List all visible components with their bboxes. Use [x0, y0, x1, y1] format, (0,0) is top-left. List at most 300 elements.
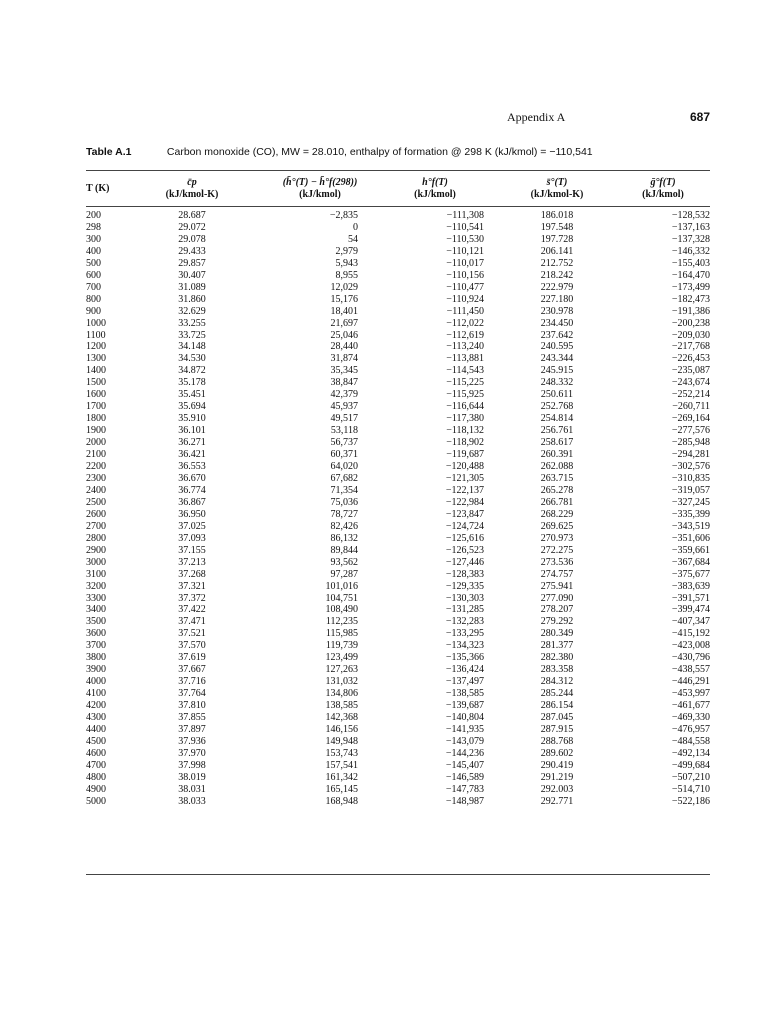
- cell-gibbs: −446,291: [671, 676, 710, 688]
- cell-temperature: 600: [86, 269, 101, 281]
- table-row: [86, 318, 710, 330]
- cell-enthalpy-formation: −145,407: [445, 759, 484, 771]
- cell-sensible-enthalpy: 56,737: [330, 437, 358, 449]
- cell-entropy: 287.045: [540, 712, 574, 724]
- cell-gibbs: −351,606: [671, 532, 710, 544]
- cell-enthalpy-formation: −110,477: [446, 281, 484, 293]
- cell-entropy: 287.915: [540, 723, 574, 735]
- cell-entropy: 197.548: [540, 221, 574, 233]
- cell-enthalpy-formation: −120,488: [445, 461, 484, 473]
- cell-enthalpy-formation: −115,225: [446, 377, 484, 389]
- table-row: [86, 270, 710, 282]
- cell-cp: 34.148: [178, 341, 206, 353]
- cell-enthalpy-formation: −137,497: [445, 676, 484, 688]
- cell-entropy: 290.419: [540, 759, 574, 771]
- table-row: [86, 569, 710, 581]
- cell-sensible-enthalpy: 168,948: [325, 795, 358, 807]
- table-row: [86, 784, 710, 796]
- cell-gibbs: −430,796: [671, 652, 710, 664]
- cell-cp: 36.101: [178, 425, 206, 437]
- cell-sensible-enthalpy: 108,490: [325, 604, 358, 616]
- cell-entropy: 218.242: [540, 269, 574, 281]
- cell-enthalpy-formation: −111,308: [446, 210, 484, 221]
- cell-cp: 38.033: [178, 795, 206, 807]
- table-row: [86, 389, 710, 401]
- cell-gibbs: −327,245: [671, 496, 710, 508]
- cell-entropy: 270.973: [540, 532, 574, 544]
- cell-entropy: 278.207: [540, 604, 574, 616]
- cell-entropy: 262.088: [540, 461, 574, 473]
- table-row: [86, 545, 710, 557]
- cell-sensible-enthalpy: 53,118: [330, 425, 358, 437]
- cell-entropy: 282.380: [540, 652, 574, 664]
- table-header-row: [86, 172, 710, 206]
- cell-cp: 37.155: [178, 544, 206, 556]
- table-caption: [86, 146, 726, 158]
- cell-enthalpy-formation: −121,305: [445, 472, 484, 484]
- cell-temperature: 900: [86, 305, 101, 317]
- cell-gibbs: −277,576: [671, 425, 710, 437]
- cell-temperature: 3300: [86, 592, 106, 604]
- cell-gibbs: −302,576: [671, 461, 710, 473]
- cell-sensible-enthalpy: 89,844: [330, 544, 358, 556]
- table-row: [86, 628, 710, 640]
- cell-gibbs: −469,330: [671, 712, 710, 724]
- cell-gibbs: −243,674: [671, 377, 710, 389]
- cell-temperature: 2800: [86, 532, 106, 544]
- cell-temperature: 4200: [86, 700, 106, 712]
- cell-gibbs: −209,030: [671, 329, 710, 341]
- cell-entropy: 275.941: [540, 580, 574, 592]
- table-row: [86, 353, 710, 365]
- cell-enthalpy-formation: −114,543: [446, 365, 484, 377]
- cell-entropy: 274.757: [540, 568, 574, 580]
- cell-entropy: 230.978: [540, 305, 574, 317]
- table-row: [86, 748, 710, 760]
- cell-cp: 37.268: [178, 568, 206, 580]
- cell-entropy: 292.771: [540, 795, 574, 807]
- table-row: [86, 449, 710, 461]
- cell-cp: 37.970: [178, 747, 206, 759]
- cell-sensible-enthalpy: 115,985: [325, 628, 358, 640]
- cell-sensible-enthalpy: 127,263: [325, 664, 358, 676]
- cell-cp: 37.667: [178, 664, 206, 676]
- cell-enthalpy-formation: −139,687: [445, 700, 484, 712]
- table-row: [86, 664, 710, 676]
- cell-gibbs: −375,677: [671, 568, 710, 580]
- cell-enthalpy-formation: −110,541: [446, 221, 484, 233]
- table-row: [86, 437, 710, 449]
- cell-enthalpy-formation: −118,902: [446, 437, 484, 449]
- cell-gibbs: −200,238: [671, 317, 710, 329]
- cell-cp: 37.897: [178, 723, 206, 735]
- cell-enthalpy-formation: −132,283: [445, 616, 484, 628]
- cell-enthalpy-formation: −135,366: [445, 652, 484, 664]
- table-row: [86, 306, 710, 318]
- cell-entropy: 243.344: [540, 353, 574, 365]
- cell-sensible-enthalpy: 31,874: [330, 353, 358, 365]
- cell-sensible-enthalpy: 2,979: [335, 245, 358, 257]
- cell-entropy: 273.536: [540, 556, 574, 568]
- col-header-gibbs: ḡ°f(T) (kJ/kmol): [642, 177, 684, 200]
- cell-gibbs: −335,399: [671, 508, 710, 520]
- cell-sensible-enthalpy: 49,517: [330, 413, 358, 425]
- cell-enthalpy-formation: −136,424: [445, 664, 484, 676]
- cell-cp: 37.936: [178, 735, 206, 747]
- cell-gibbs: −343,519: [671, 520, 710, 532]
- cell-temperature: 400: [86, 245, 101, 257]
- cell-enthalpy-formation: −138,585: [445, 688, 484, 700]
- cell-enthalpy-formation: −112,619: [446, 329, 484, 341]
- cell-temperature: 3200: [86, 580, 106, 592]
- cell-enthalpy-formation: −147,783: [445, 783, 484, 795]
- cell-enthalpy-formation: −110,121: [446, 245, 484, 257]
- cell-gibbs: −367,684: [671, 556, 710, 568]
- cell-cp: 28.687: [178, 210, 206, 221]
- cell-enthalpy-formation: −133,295: [445, 628, 484, 640]
- cell-cp: 37.521: [178, 628, 206, 640]
- cell-sensible-enthalpy: 97,287: [330, 568, 358, 580]
- cell-cp: 37.855: [178, 712, 206, 724]
- cell-entropy: 288.768: [540, 735, 574, 747]
- table-label: Table A.1: [86, 146, 132, 158]
- cell-enthalpy-formation: −113,881: [446, 353, 484, 365]
- cell-enthalpy-formation: −125,616: [445, 532, 484, 544]
- cell-entropy: 268.229: [540, 508, 574, 520]
- cell-temperature: 3500: [86, 616, 106, 628]
- cell-enthalpy-formation: −146,589: [445, 771, 484, 783]
- cell-sensible-enthalpy: 0: [353, 221, 358, 233]
- cell-sensible-enthalpy: 21,697: [330, 317, 358, 329]
- table-row: [86, 473, 710, 485]
- cell-gibbs: −407,347: [671, 616, 710, 628]
- table-row: [86, 724, 710, 736]
- cell-entropy: 281.377: [540, 640, 574, 652]
- cell-cp: 36.670: [178, 472, 206, 484]
- cell-temperature: 2300: [86, 472, 106, 484]
- cell-gibbs: −415,192: [671, 628, 710, 640]
- cell-temperature: 1700: [86, 401, 106, 413]
- cell-sensible-enthalpy: 165,145: [325, 783, 358, 795]
- cell-temperature: 4300: [86, 712, 106, 724]
- cell-sensible-enthalpy: 5,943: [335, 257, 358, 269]
- cell-entropy: 258.617: [540, 437, 574, 449]
- cell-entropy: 285.244: [540, 688, 574, 700]
- table-row: [86, 712, 710, 724]
- table-row: [86, 688, 710, 700]
- cell-temperature: 2900: [86, 544, 106, 556]
- cell-enthalpy-formation: −116,644: [446, 401, 484, 413]
- cell-gibbs: −484,558: [671, 735, 710, 747]
- cell-gibbs: −476,957: [671, 723, 710, 735]
- cell-temperature: 3400: [86, 604, 106, 616]
- cell-gibbs: −423,008: [671, 640, 710, 652]
- cell-sensible-enthalpy: 112,235: [325, 616, 358, 628]
- cell-temperature: 2400: [86, 484, 106, 496]
- cell-sensible-enthalpy: 119,739: [325, 640, 358, 652]
- cell-entropy: 237.642: [540, 329, 574, 341]
- cell-gibbs: −260,711: [672, 401, 710, 413]
- cell-gibbs: −128,532: [671, 210, 710, 221]
- table-row: [86, 330, 710, 342]
- cell-sensible-enthalpy: 82,426: [330, 520, 358, 532]
- cell-cp: 37.619: [178, 652, 206, 664]
- cell-cp: 34.872: [178, 365, 206, 377]
- cell-temperature: 4000: [86, 676, 106, 688]
- cell-enthalpy-formation: −119,687: [446, 449, 484, 461]
- cell-temperature: 1100: [86, 329, 106, 341]
- cell-gibbs: −383,639: [671, 580, 710, 592]
- table-row: [86, 521, 710, 533]
- cell-gibbs: −514,710: [671, 783, 710, 795]
- cell-sensible-enthalpy: 60,371: [330, 449, 358, 461]
- cell-entropy: 227.180: [540, 293, 574, 305]
- cell-temperature: 2600: [86, 508, 106, 520]
- cell-enthalpy-formation: −112,022: [446, 317, 484, 329]
- cell-temperature: 1600: [86, 389, 106, 401]
- cell-cp: 37.570: [178, 640, 206, 652]
- table-row: [86, 736, 710, 748]
- cell-sensible-enthalpy: 101,016: [325, 580, 358, 592]
- table-row: [86, 461, 710, 473]
- cell-enthalpy-formation: −127,446: [445, 556, 484, 568]
- table-row: [86, 604, 710, 616]
- cell-sensible-enthalpy: 78,727: [330, 508, 358, 520]
- table-row: [86, 282, 710, 294]
- cell-gibbs: −173,499: [671, 281, 710, 293]
- cell-temperature: 3600: [86, 628, 106, 640]
- cell-enthalpy-formation: −115,925: [446, 389, 484, 401]
- cell-entropy: 291.219: [540, 771, 574, 783]
- cell-gibbs: −453,997: [671, 688, 710, 700]
- cell-gibbs: −285,948: [671, 437, 710, 449]
- col-header-cp: c̄p (kJ/kmol-K): [165, 177, 219, 200]
- table-row: [86, 772, 710, 784]
- cell-enthalpy-formation: −110,017: [446, 257, 484, 269]
- cell-cp: 35.694: [178, 401, 206, 413]
- cell-temperature: 3700: [86, 640, 106, 652]
- cell-temperature: 4100: [86, 688, 106, 700]
- cell-gibbs: −391,571: [671, 592, 710, 604]
- cell-enthalpy-formation: −110,924: [446, 293, 484, 305]
- cell-cp: 29.433: [178, 245, 206, 257]
- cell-entropy: 250.611: [540, 389, 574, 401]
- table-row: [86, 557, 710, 569]
- cell-cp: 37.093: [178, 532, 206, 544]
- table-row: [86, 485, 710, 497]
- cell-entropy: 269.625: [540, 520, 574, 532]
- cell-temperature: 298: [86, 221, 101, 233]
- cell-sensible-enthalpy: 104,751: [325, 592, 358, 604]
- cell-entropy: 240.595: [540, 341, 574, 353]
- cell-cp: 33.725: [178, 329, 206, 341]
- cell-gibbs: −294,281: [671, 449, 710, 461]
- cell-enthalpy-formation: −134,323: [445, 640, 484, 652]
- cell-temperature: 1900: [86, 425, 106, 437]
- cell-entropy: 254.814: [540, 413, 574, 425]
- cell-gibbs: −137,328: [671, 233, 710, 245]
- cell-gibbs: −191,386: [671, 305, 710, 317]
- cell-temperature: 1000: [86, 317, 106, 329]
- cell-temperature: 800: [86, 293, 101, 305]
- cell-sensible-enthalpy: 12,029: [330, 281, 358, 293]
- cell-entropy: 292.003: [540, 783, 574, 795]
- cell-enthalpy-formation: −144,236: [445, 747, 484, 759]
- cell-cp: 37.810: [178, 700, 206, 712]
- cell-sensible-enthalpy: 161,342: [325, 771, 358, 783]
- cell-cp: 38.031: [178, 783, 206, 795]
- cell-cp: 36.774: [178, 484, 206, 496]
- cell-enthalpy-formation: −111,450: [446, 305, 484, 317]
- cell-temperature: 3900: [86, 664, 106, 676]
- cell-sensible-enthalpy: 86,132: [330, 532, 358, 544]
- col-header-temperature: T (K): [86, 183, 110, 194]
- table-row: [86, 341, 710, 353]
- cell-cp: 35.910: [178, 413, 206, 425]
- table-row: [86, 377, 710, 389]
- co-properties-table: [86, 172, 710, 808]
- table-title: Carbon monoxide (CO), MW = 28.010, enthalpy of formation @ 298 K (kJ/kmol) = −110,541: [166, 146, 593, 158]
- appendix-label: Appendix A: [507, 110, 566, 124]
- cell-sensible-enthalpy: 38,847: [330, 377, 358, 389]
- cell-entropy: 206.141: [540, 245, 574, 257]
- cell-cp: 29.072: [178, 221, 206, 233]
- cell-sensible-enthalpy: 149,948: [325, 735, 358, 747]
- cell-cp: 36.421: [178, 449, 206, 461]
- cell-entropy: 272.275: [540, 544, 574, 556]
- cell-gibbs: −137,163: [671, 221, 710, 233]
- cell-cp: 33.255: [178, 317, 206, 329]
- cell-temperature: 5000: [86, 795, 106, 807]
- cell-gibbs: −359,661: [671, 544, 710, 556]
- cell-gibbs: −499,684: [671, 759, 710, 771]
- cell-entropy: 186.018: [540, 210, 574, 221]
- cell-cp: 31.860: [178, 293, 206, 305]
- table-row: [86, 222, 710, 234]
- cell-temperature: 2500: [86, 496, 106, 508]
- cell-temperature: 1300: [86, 353, 106, 365]
- cell-entropy: 286.154: [540, 700, 574, 712]
- cell-entropy: 265.278: [540, 484, 574, 496]
- table-row: [86, 616, 710, 628]
- table-row: [86, 676, 710, 688]
- cell-cp: 37.471: [178, 616, 206, 628]
- cell-sensible-enthalpy: 142,368: [325, 712, 358, 724]
- table-row: [86, 401, 710, 413]
- cell-enthalpy-formation: −126,523: [445, 544, 484, 556]
- cell-sensible-enthalpy: 153,743: [325, 747, 358, 759]
- cell-temperature: 4400: [86, 723, 106, 735]
- table-row: [86, 365, 710, 377]
- cell-gibbs: −399,474: [671, 604, 710, 616]
- cell-entropy: 222.979: [540, 281, 574, 293]
- cell-enthalpy-formation: −141,935: [445, 723, 484, 735]
- cell-enthalpy-formation: −117,380: [446, 413, 484, 425]
- cell-sensible-enthalpy: 138,585: [325, 700, 358, 712]
- cell-cp: 29.078: [178, 233, 206, 245]
- cell-entropy: 248.332: [540, 377, 574, 389]
- cell-gibbs: −507,210: [671, 771, 710, 783]
- cell-cp: 37.764: [178, 688, 206, 700]
- cell-sensible-enthalpy: 64,020: [330, 461, 358, 473]
- cell-sensible-enthalpy: 54: [348, 233, 358, 245]
- cell-temperature: 700: [86, 281, 101, 293]
- cell-temperature: 1800: [86, 413, 106, 425]
- cell-temperature: 4600: [86, 747, 106, 759]
- cell-entropy: 266.781: [540, 496, 574, 508]
- table-row: [86, 760, 710, 772]
- cell-cp: 29.857: [178, 257, 206, 269]
- cell-cp: 32.629: [178, 305, 206, 317]
- cell-enthalpy-formation: −118,132: [446, 425, 484, 437]
- cell-enthalpy-formation: −122,984: [445, 496, 484, 508]
- table-row: [86, 246, 710, 258]
- table-row: [86, 413, 710, 425]
- cell-entropy: 280.349: [540, 628, 574, 640]
- cell-sensible-enthalpy: 42,379: [330, 389, 358, 401]
- cell-sensible-enthalpy: 18,401: [330, 305, 358, 317]
- cell-sensible-enthalpy: 28,440: [330, 341, 358, 353]
- cell-cp: 37.213: [178, 556, 206, 568]
- table-top-rule: [86, 170, 710, 171]
- cell-entropy: 284.312: [540, 676, 574, 688]
- cell-cp: 30.407: [178, 269, 206, 281]
- cell-cp: 38.019: [178, 771, 206, 783]
- cell-enthalpy-formation: −123,847: [445, 508, 484, 520]
- cell-sensible-enthalpy: 8,955: [335, 269, 358, 281]
- cell-cp: 36.950: [178, 508, 206, 520]
- cell-sensible-enthalpy: 134,806: [325, 688, 358, 700]
- table-row: [86, 497, 710, 509]
- cell-cp: 36.867: [178, 496, 206, 508]
- cell-temperature: 4500: [86, 735, 106, 747]
- cell-enthalpy-formation: −128,383: [445, 568, 484, 580]
- cell-entropy: 234.450: [540, 317, 574, 329]
- cell-temperature: 4700: [86, 759, 106, 771]
- cell-entropy: 245.915: [540, 365, 574, 377]
- cell-temperature: 2100: [86, 449, 106, 461]
- cell-gibbs: −182,473: [671, 293, 710, 305]
- cell-enthalpy-formation: −122,137: [445, 484, 484, 496]
- cell-enthalpy-formation: −131,285: [445, 604, 484, 616]
- cell-gibbs: −226,453: [671, 353, 710, 365]
- cell-entropy: 197.728: [540, 233, 574, 245]
- cell-gibbs: −269,164: [671, 413, 710, 425]
- cell-temperature: 1200: [86, 341, 106, 353]
- cell-sensible-enthalpy: 123,499: [325, 652, 358, 664]
- cell-temperature: 2700: [86, 520, 106, 532]
- col-header-enthalpy-formation: h°f(T) (kJ/kmol): [414, 177, 456, 200]
- table-row: [86, 593, 710, 605]
- cell-cp: 35.178: [178, 377, 206, 389]
- cell-cp: 31.089: [178, 281, 206, 293]
- cell-temperature: 3800: [86, 652, 106, 664]
- cell-enthalpy-formation: −110,530: [446, 233, 484, 245]
- cell-sensible-enthalpy: 67,682: [330, 472, 358, 484]
- cell-enthalpy-formation: −129,335: [445, 580, 484, 592]
- cell-entropy: 260.391: [540, 449, 574, 461]
- table-row: [86, 425, 710, 437]
- cell-sensible-enthalpy: 25,046: [330, 329, 358, 341]
- col-header-sensible-enthalpy: (h̄°(T) − h̄°f(298)) (kJ/kmol): [282, 177, 358, 200]
- table-row: [86, 509, 710, 521]
- cell-entropy: 252.768: [540, 401, 574, 413]
- cell-enthalpy-formation: −148,987: [445, 795, 484, 807]
- cell-temperature: 1400: [86, 365, 106, 377]
- cell-gibbs: −164,470: [671, 269, 710, 281]
- cell-sensible-enthalpy: 15,176: [330, 293, 358, 305]
- table-bottom-rule: [86, 874, 710, 875]
